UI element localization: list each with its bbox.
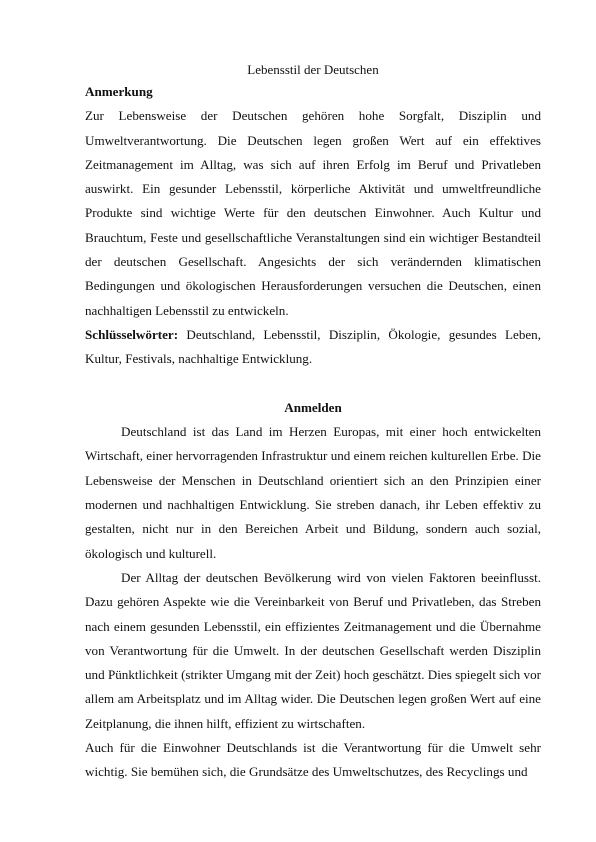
keywords-paragraph bbox=[85, 323, 541, 372]
document-body bbox=[85, 80, 541, 785]
body-paragraph-1: Deutschland ist das Land im Herzen Europas, mit einer hoch entwickelten Wirtschaft, einer hervorragenden Infrastruktur und einem reichen kulturellen Erbe. Die Lebensweise der Menschen in Deutschland orientiert sich an den Prinzipien einer modernen und nachhaltigen Entwicklung. Sie streben danach, ihr Leben effektiv zu gestalten, nicht nur in den Bereichen Arbeit und Bildung, sondern auch sozial, ökologisch und kulturell. bbox=[85, 424, 541, 561]
document-title: Lebensstil der Deutschen bbox=[247, 62, 379, 77]
abstract-heading: Anmerkung bbox=[85, 84, 153, 99]
section-heading: Anmelden bbox=[284, 399, 342, 415]
keywords-text: Deutschland, Lebensstil, Disziplin, Ökologie, gesundes Leben, Kultur, Festivals, nachhaltige Entwicklung. bbox=[85, 326, 541, 367]
abstract-text: Zur Lebensweise der Deutschen gehören hohe Sorgfalt, Disziplin und Umweltverantwortung. Die Deutschen legen großen Wert auf ein effektives Zeitmanagement im Alltag, was sich auf ihren Erfolg im Beruf und Privatleben auswirkt. Ein gesunder Lebensstil, körperliche Aktivität und umweltfreundliche Produkte sind wichtige Werte für den deutschen Einwohner. Auch Kultur und Brauchtum, Feste und gesellschaftliche Veranstaltungen sind ein wichtiger Bestandteil der deutschen Gesellschaft. Angesichts der sich verändernden klimatischen Bedingungen und ökologischen Herausforderungen versuchen die Deutschen, einen nachhaltigen Lebensstil zu entwickeln. bbox=[85, 108, 541, 318]
body-paragraph-2: Der Alltag der deutschen Bevölkerung wird von vielen Faktoren beeinflusst. Dazu gehören Aspekte wie die Vereinbarkeit von Beruf und Privatleben, das Streben nach einem gesunden Lebensstil, ein effizientes Zeitmanagement und die Übernahme von Verantwortung für die Umwelt. In der deutschen Gesellschaft werden Disziplin und Pünktlichkeit (strikter Umgang mit der Zeit) hoch geschätzt. Dies spiegelt sich vor allem am Arbeitsplatz und im Alltag wider. Die Deutschen legen großen Wert auf eine Zeitplanung, die ihnen hilft, effizient zu wirtschaften. bbox=[85, 569, 541, 731]
spacer bbox=[85, 372, 541, 396]
body-paragraph-3: Auch für die Einwohner Deutschlands ist die Verantwortung für die Umwelt sehr wichtig. Sie bemühen sich, die Grundsätze des Umweltschutzes, des Recyclings und bbox=[85, 740, 541, 780]
keywords-label: Schlüsselwörter: bbox=[85, 326, 179, 342]
